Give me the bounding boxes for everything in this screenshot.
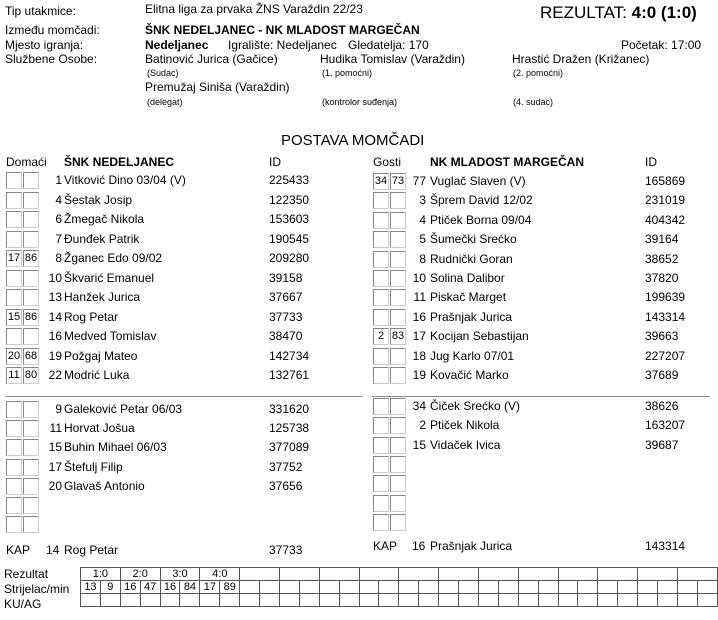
home-sub-id: 377089 <box>269 440 310 455</box>
ku-cell <box>518 594 538 607</box>
away-starter-row <box>0 309 718 326</box>
away-starter-sub-box <box>373 309 389 326</box>
away-starter-number: 8 <box>419 251 426 266</box>
home-sub-name: Glavaš Antonio <box>64 478 145 493</box>
scorer-cell: 84 <box>180 581 200 594</box>
scorer-cell <box>319 581 339 594</box>
away-starter-row <box>0 173 718 190</box>
away-starter-minute-box: 83 <box>390 328 406 345</box>
away-starter-number: 5 <box>419 232 426 247</box>
home-sub-id: 331620 <box>269 402 310 416</box>
away-starter-number: 4 <box>419 212 426 227</box>
home-starter-id: 132761 <box>269 368 310 382</box>
home-sub-row <box>0 478 718 495</box>
scorer-cell <box>279 581 299 594</box>
away-starter-name: Ptiček Borna 09/04 <box>430 212 532 227</box>
score-cell <box>279 568 319 581</box>
away-sub-row <box>0 437 718 454</box>
home-sub-id: 37656 <box>269 478 303 493</box>
home-starter-number: 6 <box>55 212 62 226</box>
home-sub-minute-box <box>23 459 39 476</box>
scorer-cell <box>598 581 618 594</box>
ku-cell <box>658 594 678 607</box>
scorer-cell <box>379 581 399 594</box>
ku-cell <box>697 594 717 607</box>
delegate-role: (delegat) <box>147 97 183 107</box>
home-sub-minute-box <box>23 478 39 495</box>
home-sub-id: 125738 <box>269 421 310 436</box>
home-starter-name: Medved Tomislav <box>64 329 157 343</box>
home-starter-number: 19 <box>48 348 62 363</box>
ku-cell <box>200 594 220 607</box>
away-starter-sub-box <box>373 212 389 229</box>
home-starter-number: 4 <box>55 192 62 207</box>
away-sub-name: Čiček Srećko (V) <box>430 399 521 413</box>
away-starter-sub-box <box>373 348 389 365</box>
away-starter-row <box>0 348 718 365</box>
home-starter-name: Modrić Luka <box>64 368 130 382</box>
away-team-name: NK MLADOST MARGEČAN <box>430 155 584 169</box>
home-kap-num: 14 <box>46 543 60 557</box>
ku-cell <box>100 594 120 607</box>
home-sub-number: 15 <box>48 440 62 455</box>
home-starter-minute-box: 68 <box>23 348 39 365</box>
home-sub-name: Buhin Mihael 06/03 <box>64 440 167 455</box>
away-starter-name: Vuglač Slaven (V) <box>430 174 526 188</box>
home-starter-name: Šestak Josip <box>64 192 133 207</box>
assistant1-name: Hudika Tomislav (Varaždin) <box>320 52 465 66</box>
away-kap-id: 143314 <box>645 539 686 553</box>
home-sub-sub-box <box>6 459 22 476</box>
away-starter-id: 165869 <box>645 174 686 188</box>
ku-cell <box>279 594 299 607</box>
away-starter-number: 17 <box>412 329 426 344</box>
scorer-cell <box>538 581 558 594</box>
ku-cell <box>160 594 180 607</box>
spectators-label: Gledatelja: 170 <box>348 38 429 52</box>
ku-label: KU/AG <box>4 597 42 611</box>
home-starter-id: 39158 <box>269 270 303 285</box>
ku-cell <box>558 594 578 607</box>
away-starter-id: 199639 <box>645 290 686 305</box>
away-sub-row <box>0 417 718 434</box>
away-sub-empty-box <box>373 514 389 531</box>
home-starter-id: 225433 <box>269 173 310 187</box>
away-starter-sub-box <box>373 251 389 268</box>
away-sub-sub-box <box>373 437 389 454</box>
home-starter-name: Požgaj Mateo <box>64 348 138 363</box>
away-starter-number: 16 <box>412 309 426 324</box>
home-starter-number: 14 <box>48 309 62 324</box>
away-starter-sub-box <box>373 270 389 287</box>
away-starter-sub-box: 2 <box>373 328 389 345</box>
scorer-cell: 9 <box>100 581 120 594</box>
away-starter-name: Šprem David 12/02 <box>430 193 533 208</box>
section-title: POSTAVA MOMČADI <box>281 132 425 149</box>
scorer-cell <box>359 581 379 594</box>
away-starter-name: Jug Karlo 07/01 <box>430 348 515 363</box>
home-starter-sub-box: 15 <box>6 309 22 326</box>
scorer-cell <box>478 581 498 594</box>
away-sub-number: 34 <box>412 399 426 413</box>
away-starter-id: 227207 <box>645 348 686 363</box>
home-starter-number: 10 <box>48 270 62 285</box>
score-cell <box>598 568 638 581</box>
ground-label: Igralište: Nedeljanec <box>228 38 337 52</box>
delegate-name: Premužaj Siniša (Varaždin) <box>145 80 290 94</box>
home-sub-empty-box <box>23 497 39 514</box>
scorer-cell <box>518 581 538 594</box>
scorer-cell <box>240 581 260 594</box>
score-row <box>81 568 718 581</box>
away-kap-num: 16 <box>412 539 426 553</box>
ku-cell <box>379 594 399 607</box>
ku-cell <box>459 594 479 607</box>
away-starter-name: Piskač Marget <box>430 290 507 305</box>
ku-cell <box>638 594 658 607</box>
teams-value: ŠNK NEDELJANEC - NK MLADOST MARGEČAN <box>145 23 420 37</box>
away-divider <box>372 396 710 397</box>
away-starter-id: 39663 <box>645 329 679 344</box>
ku-cell <box>399 594 419 607</box>
teams-label: Između momčadi: <box>5 23 100 37</box>
referee-name: Batinović Jurica (Gačice) <box>145 52 278 66</box>
scorer-label: Strijelac/min <box>4 582 70 596</box>
scorer-cell <box>439 581 459 594</box>
assistant1-role: (1. pomoćni) <box>322 68 373 78</box>
away-starter-id: 39164 <box>645 232 679 247</box>
result-value: 4:0 (1:0) <box>631 3 697 22</box>
match-type-value: Elitna liga za prvaka ŽNS Varaždin 22/23 <box>145 2 363 16</box>
away-sub-empty-box <box>373 456 389 473</box>
home-divider <box>6 396 362 397</box>
away-sub-name: Vidaček Ivica <box>430 437 501 452</box>
ku-cell <box>578 594 598 607</box>
ku-cell <box>598 594 618 607</box>
venue-value: Nedeljanec <box>145 38 209 52</box>
away-starter-row <box>0 367 718 384</box>
home-starter-minute-box: 86 <box>23 250 39 267</box>
scorer-cell: 13 <box>81 581 101 594</box>
home-starter-id: 142734 <box>269 348 310 363</box>
ku-cell <box>180 594 200 607</box>
scorer-cell <box>260 581 280 594</box>
away-starter-sub-box <box>373 367 389 384</box>
away-starter-row <box>0 192 718 209</box>
home-sub-number: 9 <box>55 402 62 416</box>
home-starter-id: 153603 <box>269 212 310 226</box>
result-label: REZULTAT: <box>540 3 627 22</box>
ku-row <box>81 594 718 607</box>
ku-cell <box>359 594 379 607</box>
fourth-official-role: (4. sudac) <box>513 97 554 107</box>
home-starter-name: Đunđek Patrik <box>64 231 140 246</box>
ku-cell <box>677 594 697 607</box>
away-sub-sub-box <box>373 417 389 434</box>
home-sub-id: 37752 <box>269 459 303 474</box>
scorer-row <box>81 581 718 594</box>
ku-cell <box>81 594 101 607</box>
away-sub-empty-box <box>390 456 406 473</box>
away-starter-number: 18 <box>412 348 426 363</box>
home-id-header: ID <box>269 155 281 169</box>
assistant2-name: Hrastić Dražen (Križanec) <box>512 52 650 66</box>
away-starter-number: 19 <box>412 368 426 382</box>
away-side-label: Gosti <box>373 155 402 169</box>
home-starter-id: 37667 <box>269 290 303 304</box>
home-sub-number: 20 <box>48 478 62 493</box>
home-sub-empty-box <box>6 516 22 533</box>
home-team-name: ŠNK NEDELJANEC <box>64 155 175 169</box>
score-cell <box>518 568 558 581</box>
away-starter-name: Kocijan Sebastijan <box>430 329 529 344</box>
away-starter-id: 38652 <box>645 251 679 266</box>
home-starter-minute-box: 80 <box>23 367 39 384</box>
home-starter-name: Hanžek Jurica <box>64 290 141 304</box>
ku-cell <box>339 594 359 607</box>
away-starter-number: 10 <box>412 271 426 285</box>
away-starter-name: Šumečki Srećko <box>430 232 517 247</box>
score-cell <box>359 568 399 581</box>
scorer-cell <box>339 581 359 594</box>
ku-cell <box>498 594 518 607</box>
home-sub-empty-box <box>23 516 39 533</box>
ku-cell <box>419 594 439 607</box>
home-starter-number: 22 <box>48 368 62 382</box>
ku-cell <box>260 594 280 607</box>
scorer-cell <box>498 581 518 594</box>
ku-cell <box>299 594 319 607</box>
away-starter-row <box>0 328 718 345</box>
rezultat-label: Rezultat <box>4 567 49 581</box>
referee-role: (Sudac) <box>147 68 179 78</box>
score-cell: 2:0 <box>120 568 160 581</box>
away-starter-number: 3 <box>419 193 426 208</box>
scorer-cell <box>697 581 717 594</box>
away-sub-empty-box <box>390 495 406 512</box>
score-cell: 3:0 <box>160 568 200 581</box>
away-kap-label: KAP <box>373 539 398 553</box>
home-starter-number: 7 <box>55 231 62 246</box>
ku-cell <box>319 594 339 607</box>
away-sub-empty-box <box>390 514 406 531</box>
away-starter-sub-box <box>373 231 389 248</box>
scorer-cell: 16 <box>120 581 140 594</box>
away-starter-id: 37820 <box>645 271 679 285</box>
home-starter-id: 190545 <box>269 231 310 246</box>
home-starter-id: 122350 <box>269 192 310 207</box>
scorer-cell <box>419 581 439 594</box>
away-sub-id: 38626 <box>645 399 679 413</box>
away-sub-name: Ptiček Nikola <box>430 418 500 433</box>
away-sub-empty-box <box>390 475 406 492</box>
score-cell <box>439 568 479 581</box>
home-sub-number: 17 <box>48 459 62 474</box>
away-starter-id: 37689 <box>645 368 679 382</box>
scorer-cell: 16 <box>160 581 180 594</box>
home-sub-empty-box <box>6 497 22 514</box>
home-starter-sub-box: 11 <box>6 367 22 384</box>
home-starter-name: Žmegač Nikola <box>64 212 145 226</box>
away-id-header: ID <box>645 155 657 169</box>
away-starter-id: 143314 <box>645 309 686 324</box>
away-starter-name: Rudnički Goran <box>430 251 513 266</box>
assistant2-role: (2. pomoćni) <box>513 68 564 78</box>
home-starter-sub-box: 20 <box>6 348 22 365</box>
score-cell <box>399 568 439 581</box>
scorer-cell: 17 <box>200 581 220 594</box>
score-cell: 4:0 <box>200 568 240 581</box>
scorer-cell <box>399 581 419 594</box>
away-starter-number: 77 <box>412 174 426 188</box>
home-kap-label: KAP <box>6 543 31 557</box>
away-starter-row <box>0 212 718 229</box>
score-cell <box>677 568 717 581</box>
scorer-cell <box>459 581 479 594</box>
home-kap-id: 37733 <box>269 543 303 557</box>
score-cell <box>319 568 359 581</box>
ku-cell <box>439 594 459 607</box>
scorer-cell: 47 <box>140 581 160 594</box>
ku-cell <box>120 594 140 607</box>
home-starter-number: 13 <box>48 290 62 304</box>
home-starter-number: 16 <box>48 329 62 343</box>
scorer-cell <box>578 581 598 594</box>
home-starter-name: Vitković Dino 03/04 (V) <box>64 173 186 187</box>
ku-cell <box>478 594 498 607</box>
venue-label: Mjesto igranja: <box>5 38 84 52</box>
officials-label: Službene Osobe: <box>5 52 98 66</box>
away-sub-sub-box <box>373 398 389 415</box>
score-cell <box>638 568 678 581</box>
home-starter-name: Žganec Edo 09/02 <box>64 251 163 265</box>
home-side-label: Domaći <box>6 155 47 169</box>
away-sub-number: 15 <box>412 437 426 452</box>
home-starter-id: 38470 <box>269 329 303 343</box>
home-sub-row <box>0 459 718 476</box>
match-type-label: Tip utakmice: <box>5 4 76 18</box>
home-starter-id: 37733 <box>269 309 303 324</box>
score-grid <box>80 567 718 607</box>
home-sub-sub-box <box>6 478 22 495</box>
ku-cell <box>140 594 160 607</box>
away-sub-id: 39687 <box>645 437 679 452</box>
ku-cell <box>240 594 260 607</box>
ku-cell <box>618 594 638 607</box>
home-sub-name: Štefulj Filip <box>64 459 123 474</box>
home-starter-sub-box: 17 <box>6 250 22 267</box>
control-role: (kontrolor suđenja) <box>322 97 398 107</box>
scorer-cell <box>658 581 678 594</box>
away-starter-name: Solina Dalibor <box>430 271 505 285</box>
score-cell: 1:0 <box>81 568 121 581</box>
away-starter-minute-box: 73 <box>390 173 406 190</box>
scorer-cell <box>638 581 658 594</box>
scorer-cell <box>618 581 638 594</box>
scorer-cell: 89 <box>220 581 240 594</box>
away-starter-name: Kovačić Marko <box>430 368 509 382</box>
away-starter-sub-box <box>373 289 389 306</box>
scorer-cell <box>677 581 697 594</box>
home-kap-name: Rog Petar <box>64 543 119 557</box>
score-cell <box>478 568 518 581</box>
away-starter-sub-box: 34 <box>373 173 389 190</box>
score-cell <box>240 568 280 581</box>
away-starter-row <box>0 251 718 268</box>
home-sub-name: Horvat Jošua <box>64 421 135 436</box>
home-starter-name: Rog Petar <box>64 309 119 324</box>
away-starter-number: 11 <box>413 290 426 305</box>
scorer-cell <box>299 581 319 594</box>
away-starter-row <box>0 231 718 248</box>
away-starter-id: 404342 <box>645 212 686 227</box>
home-starter-minute-box: 86 <box>23 309 39 326</box>
scorer-cell <box>558 581 578 594</box>
away-starter-name: Prašnjak Jurica <box>430 309 513 324</box>
home-starter-number: 1 <box>55 173 62 187</box>
result <box>540 3 697 23</box>
away-starter-id: 231019 <box>645 193 686 208</box>
away-sub-row <box>0 398 718 415</box>
away-kap-name: Prašnjak Jurica <box>430 539 513 553</box>
start-time: Početak: 17:00 <box>621 38 702 52</box>
away-sub-id: 163207 <box>645 418 686 433</box>
ku-cell <box>538 594 558 607</box>
home-sub-number: 11 <box>49 421 62 436</box>
home-starter-number: 8 <box>55 251 62 265</box>
away-starter-sub-box <box>373 192 389 209</box>
home-starter-name: Škvarić Emanuel <box>64 270 155 285</box>
home-sub-name: Galeković Petar 06/03 <box>64 402 183 416</box>
score-cell <box>558 568 598 581</box>
away-sub-empty-box <box>373 475 389 492</box>
away-sub-number: 2 <box>419 418 426 433</box>
home-starter-id: 209280 <box>269 251 310 265</box>
away-sub-empty-box <box>373 495 389 512</box>
ku-cell <box>220 594 240 607</box>
away-starter-row <box>0 270 718 287</box>
away-starter-row <box>0 289 718 306</box>
